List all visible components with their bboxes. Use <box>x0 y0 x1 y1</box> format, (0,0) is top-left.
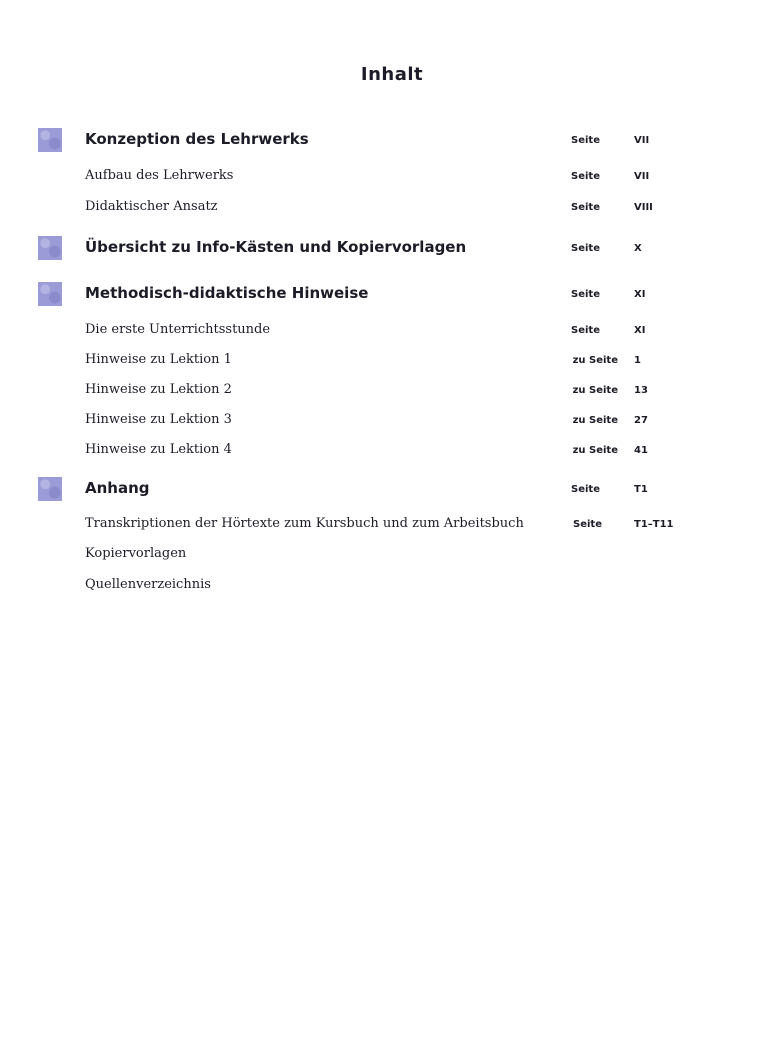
toc-item[interactable] <box>0 544 767 568</box>
toc-item[interactable] <box>0 440 767 464</box>
page-number: 27 <box>634 415 648 426</box>
page-number: XI <box>634 325 646 336</box>
toc-item[interactable] <box>0 350 767 374</box>
section-title: Anhang <box>85 479 150 497</box>
toc-item[interactable] <box>0 166 767 190</box>
section-title: Methodisch-didaktische Hinweise <box>85 284 369 302</box>
item-title: Die erste Unterrichtsstunde <box>85 322 271 337</box>
toc-section-konzeption[interactable] <box>0 128 767 152</box>
item-title: Hinweise zu Lektion 4 <box>85 442 232 457</box>
toc-item[interactable] <box>0 380 767 404</box>
page-number: 13 <box>634 385 648 396</box>
page-label: zu Seite <box>572 385 618 396</box>
page-label: Seite <box>571 202 600 213</box>
page-label: Seite <box>571 325 600 336</box>
toc-item[interactable] <box>0 575 767 599</box>
page-label: zu Seite <box>572 355 618 366</box>
page-label: zu Seite <box>572 445 618 456</box>
page-number: VII <box>634 171 650 182</box>
page-number: T1–T11 <box>634 519 674 530</box>
page-number: 1 <box>634 355 641 366</box>
section-marker-icon <box>38 477 62 501</box>
section-marker-icon <box>38 236 62 260</box>
page-label: Seite <box>573 519 602 530</box>
page-label: Seite <box>571 484 600 495</box>
page-number: VII <box>634 135 650 146</box>
item-title: Kopiervorlagen <box>85 546 187 561</box>
toc-section-anhang[interactable] <box>0 477 767 501</box>
page-number: 41 <box>634 445 648 456</box>
section-title: Konzeption des Lehrwerks <box>85 130 309 148</box>
page-label: Seite <box>571 243 600 254</box>
toc-item[interactable] <box>0 410 767 434</box>
toc-item[interactable] <box>0 320 767 344</box>
page-number: T1 <box>634 484 648 495</box>
section-title: Übersicht zu Info-Kästen und Kopiervorlagen <box>85 238 467 256</box>
page-title: Inhalt <box>360 64 424 85</box>
page-number: VIII <box>634 202 653 213</box>
item-title: Transkriptionen der Hörtexte zum Kursbuch und zum Arbeitsbuch <box>85 516 524 531</box>
section-marker-icon <box>38 282 62 306</box>
toc-item[interactable] <box>0 197 767 221</box>
section-marker-icon <box>38 128 62 152</box>
page-number: X <box>634 243 642 254</box>
toc-item[interactable] <box>0 514 767 538</box>
page-label: Seite <box>571 135 600 146</box>
page-label: zu Seite <box>572 415 618 426</box>
page-label: Seite <box>571 171 600 182</box>
item-title: Hinweise zu Lektion 1 <box>85 352 232 367</box>
item-title: Hinweise zu Lektion 3 <box>85 412 232 427</box>
item-title: Quellenverzeichnis <box>85 577 211 592</box>
page-number: XI <box>634 289 646 300</box>
toc-section-uebersicht[interactable] <box>0 236 767 260</box>
item-title: Didaktischer Ansatz <box>85 199 218 214</box>
page-label: Seite <box>571 289 600 300</box>
item-title: Hinweise zu Lektion 2 <box>85 382 232 397</box>
item-title: Aufbau des Lehrwerks <box>85 168 234 183</box>
toc-section-methodisch[interactable] <box>0 282 767 306</box>
